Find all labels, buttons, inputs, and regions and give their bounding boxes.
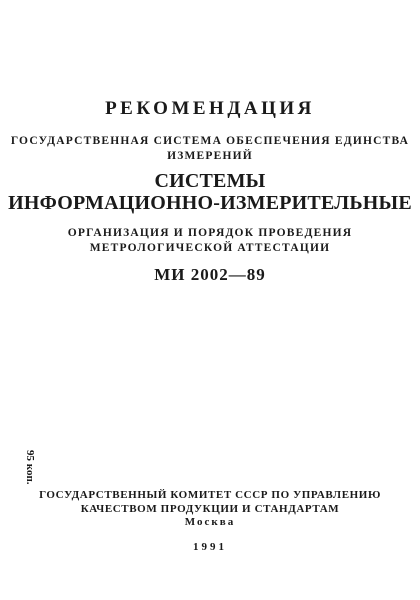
subtitle-line-1: ОРГАНИЗАЦИЯ И ПОРЯДОК ПРОВЕДЕНИЯ: [67, 227, 353, 239]
publication-year: 1991: [193, 541, 227, 553]
document-number: МИ 2002—89: [154, 265, 266, 284]
subtitle-line-2: МЕТРОЛОГИЧЕСКОЙ АТТЕСТАЦИИ: [89, 242, 331, 254]
document-subtitle: [0, 226, 420, 256]
document-title: [0, 170, 420, 214]
price-label: 95 коп.: [24, 450, 36, 485]
series-line-1: ГОСУДАРСТВЕННАЯ СИСТЕМА ОБЕСПЕЧЕНИЯ ЕДИНСТВА: [10, 135, 410, 147]
publication-city: Москва: [184, 516, 236, 528]
publisher-line-2: КАЧЕСТВОМ ПРОДУКЦИИ И СТАНДАРТАМ: [80, 503, 340, 515]
publisher: [0, 488, 420, 516]
title-line-2: ИНФОРМАЦИОННО-ИЗМЕРИТЕЛЬНЫЕ: [8, 192, 412, 214]
publisher-line-1: ГОСУДАРСТВЕННЫЙ КОМИТЕТ СССР ПО УПРАВЛЕНИЮ: [39, 489, 381, 501]
standard-series: [0, 134, 420, 164]
title-line-1: СИСТЕМЫ: [154, 170, 266, 192]
series-line-2: ИЗМЕРЕНИЙ: [167, 150, 253, 162]
document-type: РЕКОМЕНДАЦИЯ: [105, 98, 315, 119]
